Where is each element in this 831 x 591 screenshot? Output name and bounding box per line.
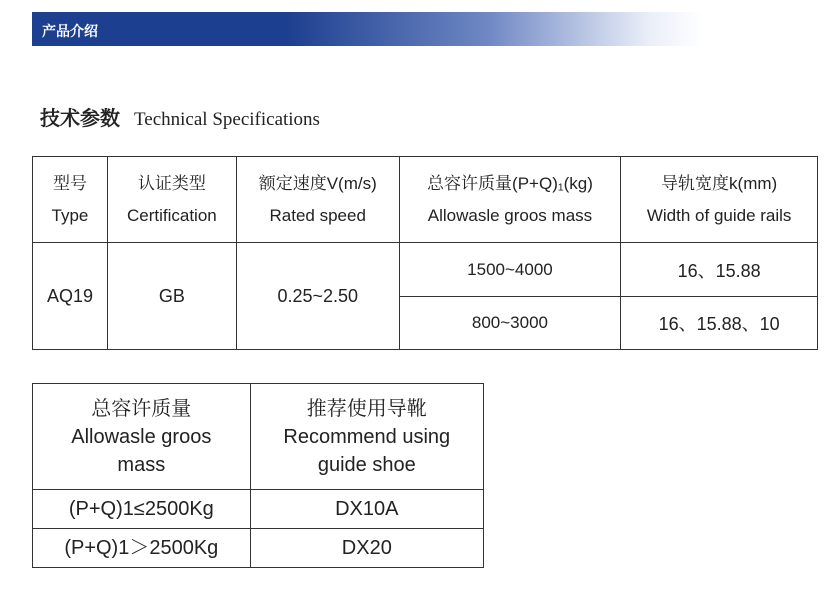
cell-rails: 16、15.88、10 [621,297,818,350]
header-rated-speed: 额定速度V(m/s) Rated speed [236,157,399,243]
cell-mass-condition: (P+Q)1＞2500Kg [33,529,251,568]
section-title-zh: 技术参数 [40,106,120,130]
header-total-mass: 总容许质量 Allowasle groos mass [33,384,251,490]
header-rail-width: 导轨宽度k(mm) Width of guide rails [621,157,818,243]
guide-shoe-table [32,383,484,568]
header-recommended-shoe: 推荐使用导靴 Recommend using guide shoe [250,384,483,490]
table-row [33,243,818,297]
cell-rails: 16、15.88 [621,243,818,297]
section-title-en: Technical Specifications [134,109,320,130]
cell-mass: 800~3000 [399,297,621,350]
cell-shoe-model: DX10A [250,490,483,529]
shoe-header-row [33,384,484,490]
banner-title: 产品介绍 [42,24,98,40]
table-row [33,529,484,568]
header-mass: 总容许质量(P+Q)₁(kg) Allowasle groos mass [399,157,621,243]
cell-mass: 1500~4000 [399,243,621,297]
cell-mass-condition: (P+Q)1≤2500Kg [33,490,251,529]
cell-certification: GB [107,243,236,350]
cell-model: AQ19 [33,243,108,350]
spec-header-row [33,157,818,243]
spec-table [32,156,818,350]
cell-shoe-model: DX20 [250,529,483,568]
section-heading [40,102,320,131]
table-row [33,490,484,529]
header-certification: 认证类型 Certification [107,157,236,243]
header-type: 型号 Type [33,157,108,243]
cell-speed: 0.25~2.50 [236,243,399,350]
section-banner [32,12,702,46]
